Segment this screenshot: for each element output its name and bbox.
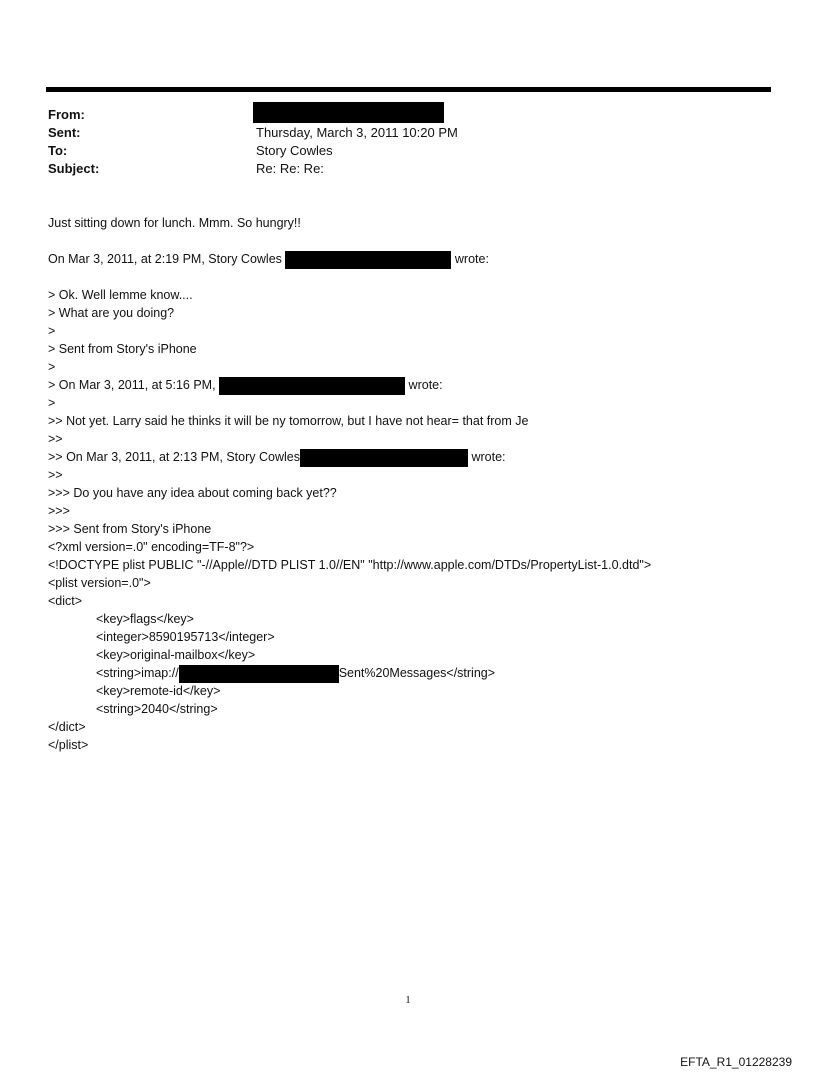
sent-label: Sent: <box>48 125 81 140</box>
from-label: From: <box>48 107 85 122</box>
subject-label: Subject: <box>48 161 100 176</box>
attribution-text: > On Mar 3, 2011, at 5:16 PM, <box>48 378 216 392</box>
body-line: > Sent from Story's iPhone <box>48 342 197 356</box>
body-line: >> <box>48 468 63 482</box>
from-redaction <box>253 102 444 123</box>
attribution-text: >> On Mar 3, 2011, at 2:13 PM, Story Cowles <box>48 450 300 464</box>
header-rule <box>46 87 771 92</box>
mailbox-redaction <box>179 665 339 683</box>
body-line: > <box>48 360 56 374</box>
to-label: To: <box>48 143 68 158</box>
body-line: >>> <box>48 504 70 518</box>
wrote-text: wrote: <box>454 252 489 266</box>
body-line: >> <box>48 432 63 446</box>
subject-value: Re: Re: Re: <box>256 161 324 176</box>
page-number: 1 <box>405 994 411 1006</box>
wrote-text: wrote: <box>471 450 506 464</box>
body-line: >>> Do you have any idea about coming back yet?? <box>48 486 337 500</box>
email-redaction <box>300 449 468 467</box>
body-line: > What are you doing? <box>48 306 175 320</box>
to-value: Story Cowles <box>256 143 333 158</box>
xml-string-end: Sent%20Messages</string> <box>338 666 496 680</box>
sender-redaction <box>219 377 405 395</box>
xml-line: <key>remote-id</key> <box>96 684 221 698</box>
quote-attribution-line <box>48 448 506 467</box>
xml-line: <key>flags</key> <box>96 612 194 626</box>
body-line: >> Not yet. Larry said he thinks it will be ny tomorrow, but I have not hear= that from Je <box>48 414 529 428</box>
document-id: EFTA_R1_01228239 <box>680 1055 792 1069</box>
xml-line <box>96 664 495 683</box>
xml-line: <string>2040</string> <box>96 702 218 716</box>
xml-line: <?xml version=.0" encoding=TF-8"?> <box>48 540 255 554</box>
quote-attribution-line <box>48 376 443 395</box>
xml-string-start: <string>imap:// <box>96 666 179 680</box>
xml-line: <key>original-mailbox</key> <box>96 648 256 662</box>
xml-line: <plist version=.0"> <box>48 576 151 590</box>
sent-value: Thursday, March 3, 2011 10:20 PM <box>256 125 458 140</box>
xml-line: <dict> <box>48 594 83 608</box>
xml-line: </plist> <box>48 738 89 752</box>
wrote-text: wrote: <box>408 378 443 392</box>
body-line: >>> Sent from Story's iPhone <box>48 522 212 536</box>
body-line: > <box>48 396 56 410</box>
body-line: Just sitting down for lunch. Mmm. So hungry!! <box>48 216 301 230</box>
quote-attribution-line <box>48 250 489 269</box>
email-redaction <box>285 251 451 269</box>
xml-line: <integer>8590195713</integer> <box>96 630 275 644</box>
body-line: > Ok. Well lemme know.... <box>48 288 193 302</box>
xml-line: </dict> <box>48 720 86 734</box>
xml-line: <!DOCTYPE plist PUBLIC "-//Apple//DTD PLIST 1.0//EN" "http://www.apple.com/DTDs/PropertyList-1.0.dtd"> <box>48 558 652 572</box>
body-line: > <box>48 324 56 338</box>
attribution-text: On Mar 3, 2011, at 2:19 PM, Story Cowles <box>48 252 282 266</box>
